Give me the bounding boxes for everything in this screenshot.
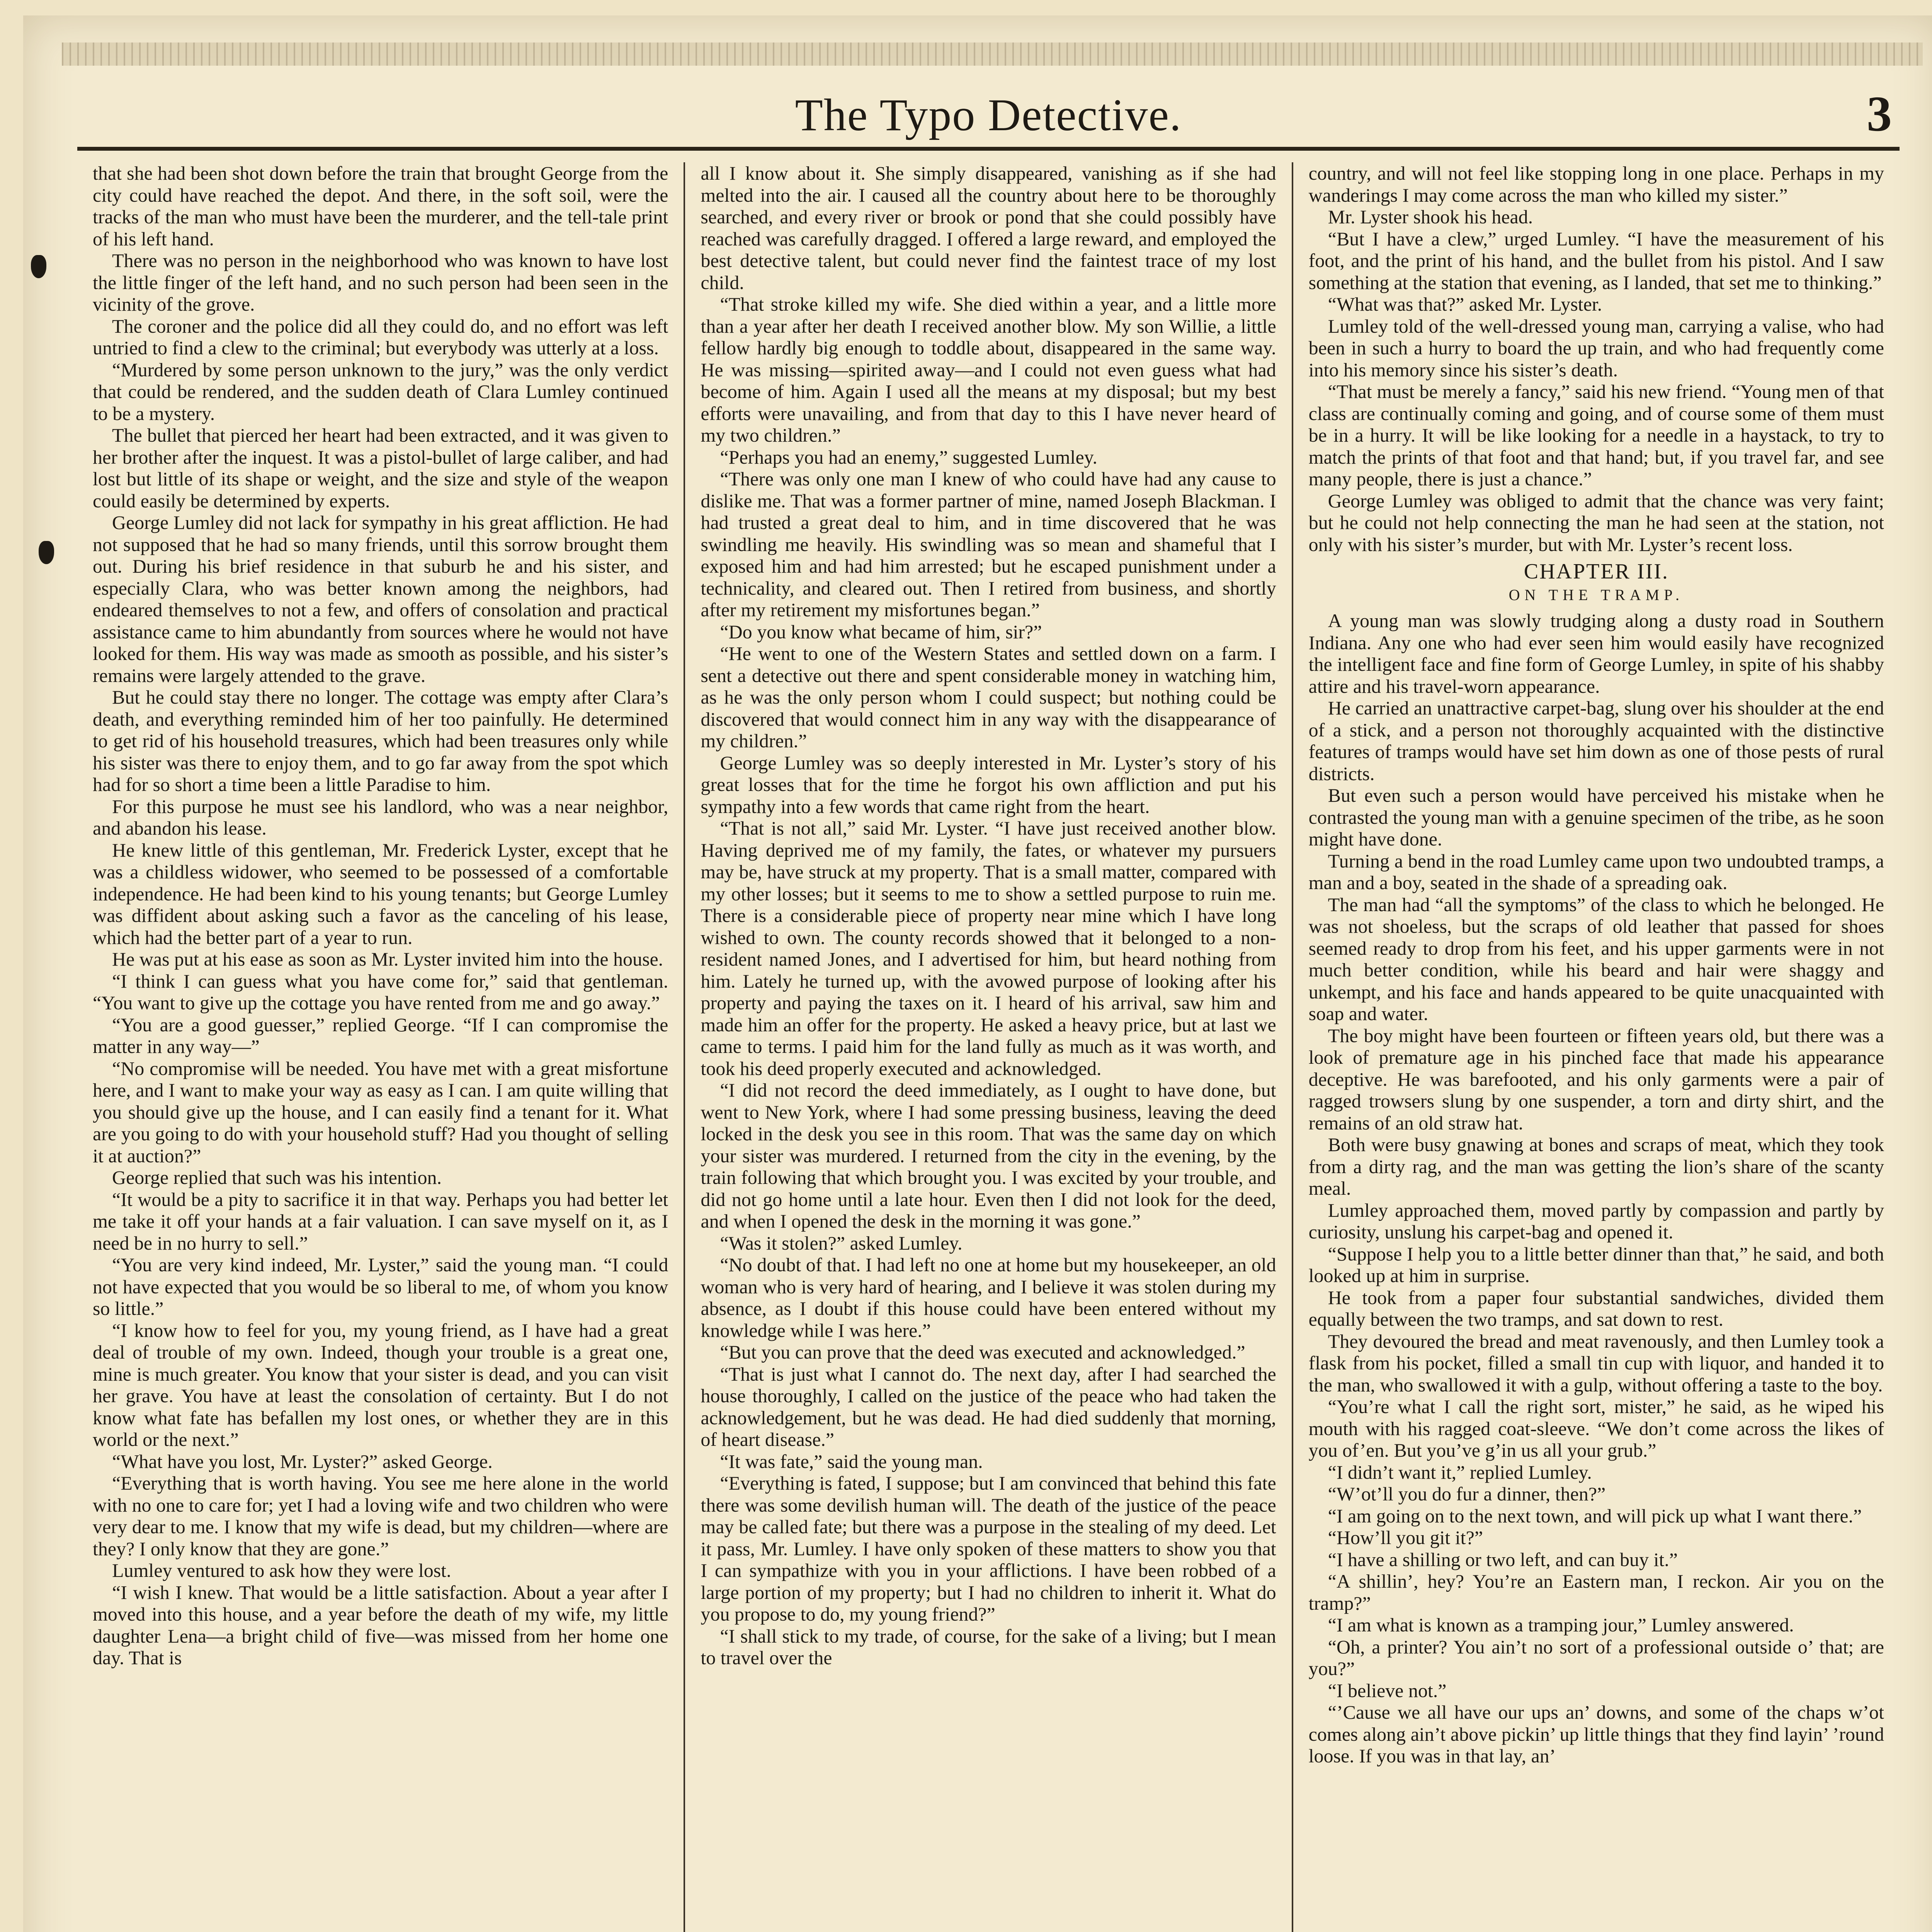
binding-hole-mark xyxy=(39,541,54,564)
paragraph: “Do you know what became of him, sir?” xyxy=(720,621,1042,643)
paragraph: But he could stay there no longer. The cottage was empty after Clara’s death, and everything reminded him of her too painfully. He determined to get rid of his household treasures, which had been treasures only while his sister was there to enjoy them, and to go far away from the spot which had for so short a time been a little Paradise to him. xyxy=(93,686,668,795)
paragraph: For this purpose he must see his landlord, who was a near neighbor, and abandon his lease. xyxy=(93,795,668,839)
page-number: 3 xyxy=(1867,86,1892,142)
paragraph: The bullet that pierced her heart had been extracted, and it was given to her brother after the inquest. It was a pistol-bullet of large caliber, and had lost but little of its shape or weight, and the size and style of the weapon could easily be determined by experts. xyxy=(93,424,668,512)
paragraph: “I shall stick to my trade, of course, for the sake of a living; but I mean to travel over the xyxy=(701,1625,1276,1668)
paragraph: The coroner and the police did all they could do, and no effort was left untried to find a clew to the criminal; but everybody was utterly at a loss. xyxy=(93,315,668,359)
newspaper-page xyxy=(23,15,1932,1932)
chapter-subtitle: ON THE TRAMP. xyxy=(1509,586,1684,604)
paragraph: “Everything is fated, I suppose; but I am convinced that behind this fate there was some devilish human will. The death of the justice of the peace may be called fate; but there was a purpose in the stealing of my deed. Let it pass, Mr. Lumley. I have only spoken of these matters to show you that I can sympathize with you in your afflictions. I have been robbed of a large portion of my property; but I had no children to inherit it. What do you propose to do, my young friend?” xyxy=(701,1472,1276,1625)
paragraph: There was no person in the neighborhood who was known to have lost the little finger of the left hand, and no such person had been seen in the vicinity of the grove. xyxy=(93,250,668,315)
scan-edge-strip xyxy=(62,43,1923,66)
paragraph: “There was only one man I knew of who could have had any cause to dislike me. That was a former partner of mine, named Joseph Blackman. I had trusted a great deal to him, and in time discovered that he was swindling me heavily. His swindling was so mean and shameful that I exposed him and had him arrested; but he escaped punishment under a technicality, and cleared out. Then I retired from business, and shortly after my retirement my misfortunes began.” xyxy=(701,468,1276,621)
paragraph: “’Cause we all have our ups an’ downs, and some of the chaps w’ot comes along ain’t above pickin’ up little things that they find layin’ ’round loose. If you was in that lay, an’ xyxy=(1308,1701,1884,1767)
paragraph: “What have you lost, Mr. Lyster?” asked George. xyxy=(112,1450,493,1472)
paragraph: “I know how to feel for you, my young friend, as I have had a great deal of trouble of my own. Indeed, though your trouble is a great one, mine is much greater. You know that your sister is dead, and you can visit her grave. You have at least the consolation of certainty. But I do not know what fate has befallen my lost ones, or whether they are in this world or the next.” xyxy=(93,1319,668,1450)
paragraph: The boy might have been fourteen or fifteen years old, but there was a look of premature age in his pinched face that made his appearance deceptive. He was barefooted, and his only garments were a pair of ragged trowsers slung by one suspender, a torn and dirty shirt, and the remains of an old straw hat. xyxy=(1308,1024,1884,1134)
paragraph: “Suppose I help you to a little better dinner than that,” he said, and both looked up at him in surprise. xyxy=(1308,1243,1884,1286)
paragraph: “He went to one of the Western States and settled down on a farm. I sent a detective out there and spent considerable money in watching him, as he was the only person whom I could suspect; but nothing could be discovered that would connect him in any way with the disappearance of my children.” xyxy=(701,643,1276,752)
page-title: The Typo Detective. xyxy=(795,90,1182,140)
column-3-text-after xyxy=(1309,610,1884,1767)
paragraph: But even such a person would have perceived his mistake when he contrasted the young man with a genuine specimen of the tribe, as he soon might have done. xyxy=(1308,784,1884,850)
paragraph: that she had been shot down before the train that brought George from the city could have reached the depot. And there, in the soft soil, were the tracks of the man who must have been the murderer, and the tell-tale print of his left hand. xyxy=(93,162,668,250)
paragraph: “But I have a clew,” urged Lumley. “I have the measurement of his foot, and the print of his hand, and the bullet from his pistol. And I saw something at the station that evening, as I landed, that set me to thinking.” xyxy=(1308,228,1884,293)
column-1 xyxy=(77,162,684,1932)
paragraph: “That must be merely a fancy,” said his new friend. “Young men of that class are continually coming and going, and of course some of them must be in a hurry. It will be like looking for a needle in a haystack, to try to match the prints of that foot and that hand; but, if you travel far, and see many people, there is just a chance.” xyxy=(1308,381,1884,490)
paragraph: “W’ot’ll you do fur a dinner, then?” xyxy=(1328,1483,1606,1505)
paragraph: “No compromise will be needed. You have met with a great misfortune here, and I want to make your way as easy as I can. I am quite willing that you should give up the house, and I can easily find a tenant for it. What are you going to do with your household stuff? Had you thought of selling it at auction?” xyxy=(93,1057,668,1167)
paragraph: all I know about it. She simply disappeared, vanishing as if she had melted into the air. I caused all the country about here to be thoroughly searched, and every river or brook or pond that she could possibly have reached was carefully dragged. I offered a large reward, and employed the best detective talent, but could never find the faintest trace of my lost child. xyxy=(701,162,1276,293)
paragraph: “You are very kind indeed, Mr. Lyster,” said the young man. “I could not have expected that you would be so liberal to me, of whom you know so little.” xyxy=(93,1254,668,1319)
paragraph: “I am going on to the next town, and will pick up what I want there.” xyxy=(1328,1505,1862,1527)
paragraph: “That is just what I cannot do. The next day, after I had searched the house thoroughly, I called on the justice of the peace who had taken the acknowledgement, but he was dead. He had died suddenly that morning, of heart disease.” xyxy=(701,1363,1276,1450)
paragraph: George Lumley was so deeply interested in Mr. Lyster’s story of his great losses that for the time he forgot his own affliction and put his sympathy into a few words that came right from the heart. xyxy=(701,752,1276,817)
paragraph: He knew little of this gentleman, Mr. Frederick Lyster, except that he was a childless widower, who seemed to be possessed of a comfortable independence. He had been kind to his young tenants; but George Lumley was diffident about asking such a favor as the canceling of his lease, which had the better part of a year to run. xyxy=(93,839,668,948)
paragraph: “I didn’t want it,” replied Lumley. xyxy=(1328,1461,1592,1483)
paragraph: “But you can prove that the deed was executed and acknowledged.” xyxy=(720,1341,1245,1363)
paragraph: “Perhaps you had an enemy,” suggested Lumley. xyxy=(720,446,1097,468)
paragraph: George Lumley was obliged to admit that the chance was very faint; but he could not help connecting the man he had seen at the station, not only with his sister’s murder, but with Mr. Lyster’s recent loss. xyxy=(1308,490,1884,555)
paragraph: “You’re what I call the right sort, mister,” he said, as he wiped his mouth with his ragged coat-sleeve. “We don’t come across the likes of you of’en. But you’ve g’in us all your grub.” xyxy=(1308,1396,1884,1461)
paragraph: “How’ll you git it?” xyxy=(1328,1527,1483,1548)
paragraph: He was put at his ease as soon as Mr. Lyster invited him into the house. xyxy=(112,948,663,970)
paragraph: “I am what is known as a tramping jour,” Lumley answered. xyxy=(1328,1614,1794,1636)
paragraph: George replied that such was his intention. xyxy=(112,1167,442,1188)
paragraph: “No doubt of that. I had left no one at home but my housekeeper, an old woman who is very hard of hearing, and I believe it was stolen during my absence, as I doubt if this house could have been entered without my knowledge while I was here.” xyxy=(701,1254,1276,1341)
paragraph: Lumley told of the well-dressed young man, carrying a valise, who had been in such a hurry to board the up train, and who had frequently come into his memory since his sister’s death. xyxy=(1308,315,1884,381)
paragraph: “That is not all,” said Mr. Lyster. “I have just received another blow. Having deprived me of my family, the fates, or whatever my pursuers may be, have struck at my property. That is a small matter, compared with my other losses; but it seems to me to show a settled purpose to ruin me. There is a considerable piece of property near mine which I have long wished to own. The county records showed that it belonged to a non-resident named Jones, and I advertised for him, but heard nothing from him. Lately he turned up, with the avowed purpose of looking after his property and paying the taxes on it. I heard of his arrival, saw him and made him an offer for the property. He asked a heavy price, but at last we came to terms. I paid him for the land fully as much as it was worth, and took his deed properly executed and acknowledged. xyxy=(701,817,1276,1079)
paragraph: Turning a bend in the road Lumley came upon two undoubted tramps, a man and a boy, seated in the shade of a spreading oak. xyxy=(1308,850,1884,893)
paragraph: The man had “all the symptoms” of the class to which he belonged. He was not shoeless, but the scraps of old leather that passed for shoes seemed ready to drop from his feet, and his upper garments were in not much better condition, while his beard and hair were shaggy and unkempt, and his face and hands appeared to be quite unacquainted with soap and water. xyxy=(1308,893,1884,1024)
paragraph: Lumley ventured to ask how they were lost. xyxy=(112,1560,451,1581)
column-3-text-before xyxy=(1309,162,1884,555)
paragraph: “It would be a pity to sacrifice it in that way. Perhaps you had better let me take it off your hands at a fair valuation. I can save myself on it, as I need be in no hurry to sell.” xyxy=(93,1188,668,1254)
paragraph: “Everything that is worth having. You see me here alone in the world with no one to care for; yet I had a loving wife and two children who were very dear to me. I know that my wife is dead, but my children—where are they? I only know that they are gone.” xyxy=(93,1472,668,1560)
column-2 xyxy=(684,162,1291,1932)
column-3 xyxy=(1292,162,1900,1932)
paragraph: He carried an unattractive carpet-bag, slung over his shoulder at the end of a stick, and a person not thoroughly acquainted with the distinctive features of tramps would have set him down as one of those pests of rural districts. xyxy=(1308,697,1884,784)
paragraph: George Lumley did not lack for sympathy in his great affliction. He had not supposed that he had so many friends, until this sorrow brought them out. During his brief residence in that suburb he and his sister, and especially Clara, who was better known among the neighbors, had endeared themselves to not a few, and offers of consolation and practical assistance came to him abundantly from sources where he would not have looked for them. His way was made as smooth as possible, and his sister’s remains were largely attended to the grave. xyxy=(93,512,668,686)
paragraph: “I believe not.” xyxy=(1328,1679,1447,1701)
paragraph: They devoured the bread and meat ravenously, and then Lumley took a flask from his pocket, filled a small tin cup with liquor, and handed it to the man, who swallowed it with a gulp, without offering a taste to the boy. xyxy=(1308,1330,1884,1396)
paragraph: “Was it stolen?” asked Lumley. xyxy=(720,1232,963,1254)
paragraph: “I think I can guess what you have come for,” said that gentleman. “You want to give up the cottage you have rented from me and go away.” xyxy=(93,970,668,1014)
binding-hole-mark xyxy=(31,255,46,278)
paragraph: He took from a paper four substantial sandwiches, divided them equally between the two tramps, and sat down to rest. xyxy=(1308,1286,1884,1330)
paragraph: “A shillin’, hey? You’re an Eastern man, I reckon. Air you on the tramp?” xyxy=(1308,1570,1884,1614)
paragraph: “I have a shilling or two left, and can buy it.” xyxy=(1328,1548,1678,1570)
paragraph: “What was that?” asked Mr. Lyster. xyxy=(1328,293,1602,315)
paragraph: Mr. Lyster shook his head. xyxy=(1328,206,1533,228)
paragraph: “That stroke killed my wife. She died within a year, and a little more than a year after her death I received another blow. My son Willie, a little fellow hardly big enough to toddle about, disappeared in the same way. He was missing—spirited away—and I could not even guess what had become of him. Again I used all the means at my disposal; but my best efforts were unavailing, and from that day to this I have never heard of my two children.” xyxy=(701,293,1276,446)
chapter-title: CHAPTER III. xyxy=(1524,560,1669,583)
paragraph: “I wish I knew. That would be a little satisfaction. About a year after I moved into this house, and a year before the death of my wife, my little daughter Lena—a bright child of five—was missed from her home one day. That is xyxy=(93,1581,668,1668)
paragraph: “You are a good guesser,” replied George. “If I can compromise the matter in any way—” xyxy=(93,1014,668,1057)
page-header xyxy=(77,85,1900,151)
paragraph: “Oh, a printer? You ain’t no sort of a professional outside o’ that; are you?” xyxy=(1308,1636,1884,1679)
paragraph: “I did not record the deed immediately, as I ought to have done, but went to New York, where I had some pressing business, leaving the deed locked in the desk you see in this room. That was the same day on which your sister was murdered. I returned from the city in the evening, by the train following that which brought you. I was excited by your trouble, and did not go home until a late hour. Even then I did not look for the deed, and when I opened the desk in the morning it was gone.” xyxy=(701,1079,1276,1232)
paragraph: country, and will not feel like stopping long in one place. Perhaps in my wanderings I may come across the man who killed my sister.” xyxy=(1308,162,1884,206)
paragraph: “Murdered by some person unknown to the jury,” was the only verdict that could be rendered, and the sudden death of Clara Lumley continued to be a mystery. xyxy=(93,359,668,424)
text-columns xyxy=(77,162,1900,1932)
paragraph: Both were busy gnawing at bones and scraps of meat, which they took from a dirty rag, and the man was getting the lion’s share of the scanty meal. xyxy=(1308,1134,1884,1199)
paragraph: Lumley approached them, moved partly by compassion and partly by curiosity, unslung his carpet-bag and opened it. xyxy=(1308,1199,1884,1243)
paragraph: “It was fate,” said the young man. xyxy=(720,1450,983,1472)
paragraph: A young man was slowly trudging along a dusty road in Southern Indiana. Any one who had ever seen him would easily have recognized the intelligent face and fine form of George Lumley, in spite of his shabby attire and his travel-worn appearance. xyxy=(1308,610,1884,697)
